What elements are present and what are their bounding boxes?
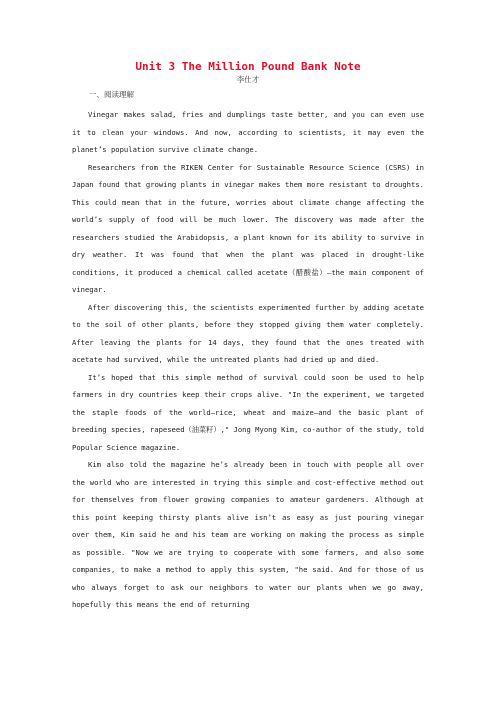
document-title: Unit 3 The Million Pound Bank Note bbox=[135, 60, 361, 73]
paragraph-1: Vinegar makes salad, fries and dumplings taste better, and you can even use it to clean your windows. And now, according to scientists, it may even the planet’s population survive climate change. bbox=[72, 110, 424, 154]
author-name: 李仕才 bbox=[236, 75, 260, 84]
paragraph-4: It’s hoped that this simple method of survival could soon be used to help farmers in dry countries keep their crops alive. "In the experiment, we targeted the staple foods of the world—rice, wheat and maize—and the basic plant of breeding species, rapeseed（油菜籽）," Jong Myong Kim, co-author of the study, told Popular Science magazine. bbox=[72, 372, 424, 452]
reading-passage bbox=[72, 106, 424, 614]
paragraph-5: Kim also told the magazine he’s already been in touch with people all over the world who are interested in trying this simple and cost-effective method out for themselves from flower growing companies to amateur gardeners. Although at this point keeping thirsty plants alive isn’t as easy as just pouring vinegar over them, Kim said he and his team are working on making the process as simple as possible. "Now we are trying to cooperate with some farmers, and also some companies, to make a method to apply this system, "he said. And for those of us who always forget to ask our neighbors to water our plants when we go away, hopefully this means the end of returning bbox=[72, 460, 424, 609]
paragraph-3: After discovering this, the scientists experimented further by adding acetate to the soil of other plants, before they stopped giving them water completely. After leaving the plants for 14 days, they found that the ones treated with acetate had survived, while the untreated plants had dried up and died. bbox=[72, 302, 424, 364]
paragraph-2: Researchers from the RIKEN Center for Sustainable Resource Science (CSRS) in Japan found that growing plants in vinegar makes them more resistant to droughts. This could mean that in the future, worries about climate change affecting the world’s supply of food will be much lower. The discovery was made after the researchers studied the Arabidopsis, a plant known for its ability to survive in dry weather. It was found that when the plant was placed in drought-like conditions, it produced a chemical called acetate（醋酸盐）—the main component of vinegar. bbox=[72, 162, 424, 294]
section-heading: 一、阅读理解 bbox=[89, 90, 134, 99]
